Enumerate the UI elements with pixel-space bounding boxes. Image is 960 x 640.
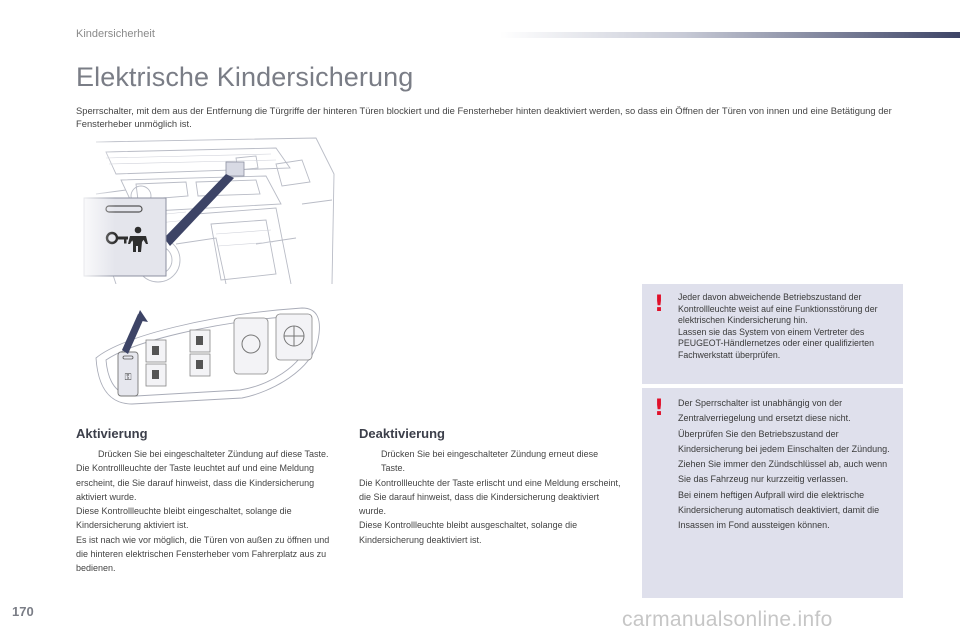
intro-text: Sperrschalter, mit dem aus der Entfernung die Türgriffe der hinteren Türen blockiert und die Fensterheber hinten deaktiviert werden, so dass ein Öffnen der Türen von innen und eine Betätigung der Fensterheber unmöglich ist. [76, 105, 892, 129]
deactivation-bullet [359, 447, 621, 476]
warning-exclamation-icon: ! [654, 292, 665, 317]
activation-paragraph-3: Es ist nach wie vor möglich, die Türen von außen zu öffnen und die hinteren elektrischen Fensterheber vom Fahrerplatz aus zu bedienen. [76, 534, 330, 574]
activation-bullet-text: Drücken Sie bei eingeschalteter Zündung auf diese Taste. [98, 449, 329, 459]
activation-body [76, 447, 336, 576]
dashboard-illustration [76, 134, 338, 284]
activation-title: Aktivierung [76, 426, 148, 441]
warning-box-malfunction [642, 284, 903, 384]
warning-2-paragraph-2: Überprüfen Sie den Betriebszustand der Kindersicherung bei jedem Einschalten der Zündung. [678, 428, 890, 454]
section-label: Kindersicherheit [76, 28, 155, 40]
door-switch-panel-illustration [92, 300, 324, 412]
bullet-marker [359, 447, 375, 476]
bullet-marker [76, 447, 92, 461]
activation-paragraph-2: Diese Kontrollleuchte bleibt eingeschaltet, solange die Kindersicherung aktiviert ist. [76, 506, 292, 531]
warning-1-paragraph-1: Jeder davon abweichende Betriebszustand der Kontrollleuchte weist auf eine Funktionsstörung der elektrischen Kindersicherung hin. [678, 292, 878, 326]
deactivation-bullet-text: Drücken Sie bei eingeschalteter Zündung erneut diese Taste. [381, 449, 599, 474]
svg-text:⚿: ⚿ [124, 373, 132, 383]
deactivation-title: Deaktivierung [359, 426, 445, 441]
deactivation-paragraph-2: Diese Kontrollleuchte bleibt ausgeschaltet, solange die Kindersicherung deaktiviert ist. [359, 520, 578, 545]
warning-2-paragraph-4: Bei einem heftigen Aufprall wird die elektrische Kindersicherung automatisch deaktiviert, damit die Insassen im Fond aussteigen können. [678, 489, 880, 531]
warning-2-paragraph-1: Der Sperrschalter ist unabhängig von der Zentralverriegelung und ersetzt diese nicht. [678, 398, 851, 424]
warning-exclamation-icon: ! [654, 396, 665, 421]
warning-2-paragraph-3: Ziehen Sie immer den Zündschlüssel ab, auch wenn Sie das Fahrzeug nur kurzzeitig verlassen. [678, 459, 888, 485]
header-bar [500, 32, 960, 38]
deactivation-paragraph-1: Die Kontrollleuchte der Taste erlischt und eine Meldung erscheint, die Sie darauf hinweist, dass die Kindersicherung deaktiviert wurde. [359, 477, 621, 517]
deactivation-section [359, 426, 621, 547]
activation-paragraph-1: Die Kontrollleuchte der Taste leuchtet auf und eine Meldung erscheint, die Sie darauf hinweist, dass die Kindersicherung aktiviert wurde. [76, 463, 315, 502]
deactivation-body [359, 447, 621, 547]
page-title: Elektrische Kindersicherung [76, 62, 414, 92]
watermark: carmanualsonline.info [622, 608, 833, 631]
warning-box-independent-lock [642, 388, 903, 598]
activation-bullet [76, 447, 336, 461]
activation-section [76, 426, 336, 576]
warning-1-paragraph-2: Lassen sie das System von einem Vertreter des PEUGEOT-Händlernetzes oder einer qualifizierten Fachwerkstatt überprüfen. [678, 326, 875, 360]
page-number: 170 [12, 604, 34, 619]
